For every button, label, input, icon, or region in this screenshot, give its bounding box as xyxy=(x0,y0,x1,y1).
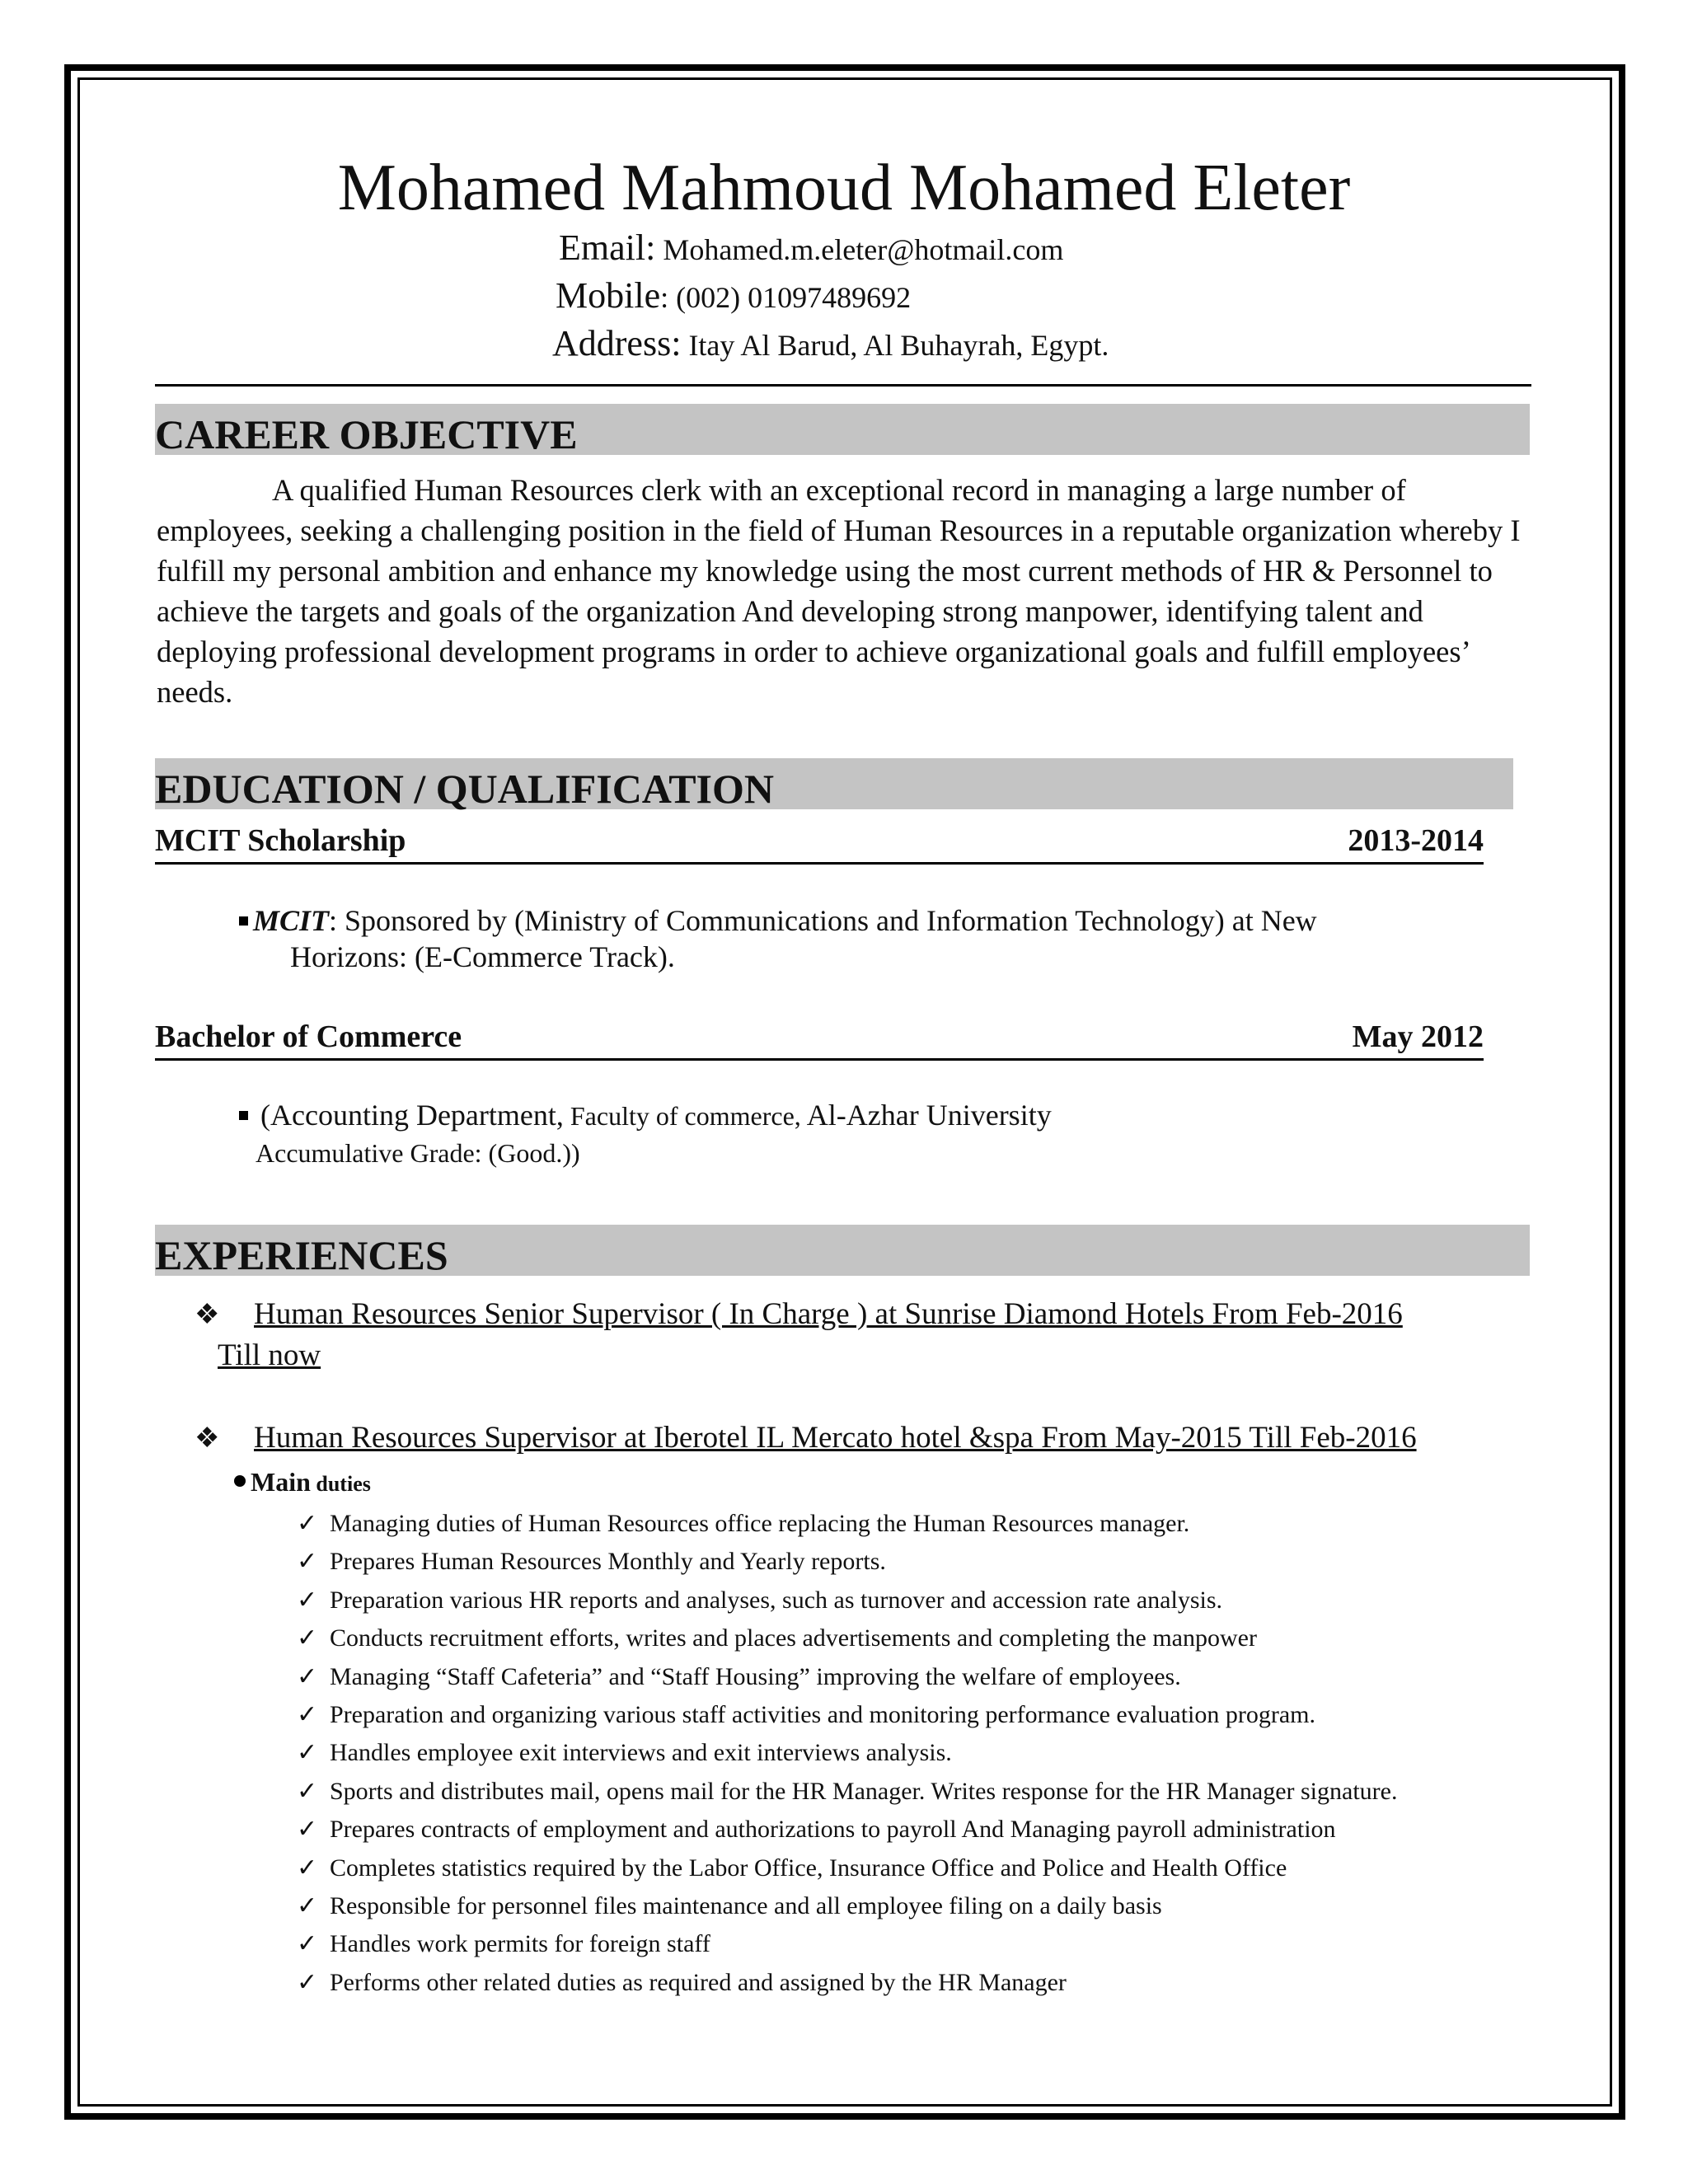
address-label: Address: xyxy=(552,323,682,363)
list-item: ✓ Preparation and organizing various staff activities and monitoring performance evaluation program. xyxy=(297,1696,1397,1734)
career-objective-text: A qualified Human Resources clerk with an exceptional record in managing a large number of employees, seeking a challenging position in the field of Human Resources in a reputable organization whereby I fulfill my personal ambition and enhance my knowledge using the most current methods of HR & Personnel to achieve the targets and goals of the organization And developing strong manpower, identifying talent and deploying professional development programs in order to achieve organizational goals and fulfill employees’ needs. xyxy=(157,473,1521,709)
square-bullet-icon xyxy=(239,1111,248,1120)
education-entry-header xyxy=(155,821,1484,865)
list-item: ✓ Performs other related duties as required and assigned by the HR Manager xyxy=(297,1964,1397,2002)
email-label: Email: xyxy=(559,227,656,268)
list-item: ✓ Managing duties of Human Resources office replacing the Human Resources manager. xyxy=(297,1505,1397,1543)
list-item: ✓ Prepares Human Resources Monthly and Yearly reports. xyxy=(297,1543,1397,1581)
checkmark-icon: ✓ xyxy=(297,1661,318,1691)
education-detail-line: MCIT: Sponsored by (Ministry of Communications and Information Technology) at New xyxy=(239,902,1317,940)
list-item: ✓ Conducts recruitment efforts, writes and places advertisements and completing the manpower xyxy=(297,1619,1397,1657)
checkmark-icon: ✓ xyxy=(297,1853,318,1882)
duties-list xyxy=(297,1505,1397,2002)
education-title: MCIT Scholarship xyxy=(155,823,406,858)
experience-title: Human Resources Supervisor at Iberotel IL Mercato hotel &spa From May-2015 Till Feb-2016 xyxy=(254,1421,1417,1455)
main-duties-heading: Main duties xyxy=(234,1465,371,1501)
diamond-bullet-icon: ❖ xyxy=(195,1423,220,1454)
experience-item xyxy=(195,1294,1403,1335)
email-value[interactable]: Mohamed.m.eleter@hotmail.com xyxy=(655,233,1064,266)
section-heading-education: EDUCATION / QUALIFICATION xyxy=(155,758,1513,809)
education-date: 2013-2014 xyxy=(1348,823,1484,858)
checkmark-icon: ✓ xyxy=(297,1891,318,1921)
education-title: Bachelor of Commerce xyxy=(155,1019,462,1054)
header-divider xyxy=(155,384,1531,387)
list-item: ✓ Sports and distributes mail, opens mail for the HR Manager. Writes response for the HR Manager signature. xyxy=(297,1773,1397,1811)
section-heading-experiences: EXPERIENCES xyxy=(155,1225,1530,1276)
square-bullet-icon xyxy=(239,916,248,926)
list-item: ✓ Preparation various HR reports and analyses, such as turnover and accession rate analysis. xyxy=(297,1582,1397,1619)
education-entry-header xyxy=(155,1017,1484,1061)
applicant-name: Mohamed Mahmoud Mohamed Eleter xyxy=(337,152,1351,224)
checkmark-icon: ✓ xyxy=(297,1700,318,1730)
address-line xyxy=(552,325,1109,364)
checkmark-icon: ✓ xyxy=(297,1585,318,1615)
checkmark-icon: ✓ xyxy=(297,1967,318,1997)
education-detail-line: Horizons: (E-Commerce Track). xyxy=(290,940,675,973)
bullet-dot-icon xyxy=(234,1475,246,1487)
experience-item xyxy=(195,1418,1417,1459)
list-item: ✓ Handles employee exit interviews and exit interviews analysis. xyxy=(297,1734,1397,1772)
mobile-value: : (002) 01097489692 xyxy=(660,281,912,314)
email-line xyxy=(559,229,1063,269)
mobile-label: Mobile xyxy=(556,275,661,316)
checkmark-icon: ✓ xyxy=(297,1776,318,1806)
checkmark-icon: ✓ xyxy=(297,1547,318,1577)
list-item: ✓ Prepares contracts of employment and authorizations to payroll And Managing payroll administration xyxy=(297,1811,1397,1849)
section-heading-career-objective: CAREER OBJECTIVE xyxy=(155,404,1530,455)
diamond-bullet-icon: ❖ xyxy=(195,1300,220,1330)
education-detail-line: (Accounting Department, Faculty of commerce, Al-Azhar University xyxy=(239,1096,1052,1135)
address-value: Itay Al Barud, Al Buhayrah, Egypt. xyxy=(681,329,1109,362)
experience-title-continued: Till now xyxy=(218,1338,321,1372)
education-detail-line: Accumulative Grade: (Good.)) xyxy=(256,1138,580,1168)
checkmark-icon: ✓ xyxy=(297,1929,318,1959)
checkmark-icon: ✓ xyxy=(297,1738,318,1768)
experience-title: Human Resources Senior Supervisor ( In Charge ) at Sunrise Diamond Hotels From Feb-2016 xyxy=(254,1297,1403,1331)
list-item: ✓ Responsible for personnel files maintenance and all employee filing on a daily basis xyxy=(297,1887,1397,1925)
checkmark-icon: ✓ xyxy=(297,1815,318,1844)
list-item: ✓ Completes statistics required by the Labor Office, Insurance Office and Police and Health Office xyxy=(297,1849,1397,1887)
education-date: May 2012 xyxy=(1352,1019,1484,1054)
mobile-line xyxy=(556,277,911,316)
checkmark-icon: ✓ xyxy=(297,1624,318,1653)
list-item: ✓ Managing “Staff Cafeteria” and “Staff Housing” improving the welfare of employees. xyxy=(297,1658,1397,1696)
list-item: ✓ Handles work permits for foreign staff xyxy=(297,1925,1397,1963)
checkmark-icon: ✓ xyxy=(297,1509,318,1538)
